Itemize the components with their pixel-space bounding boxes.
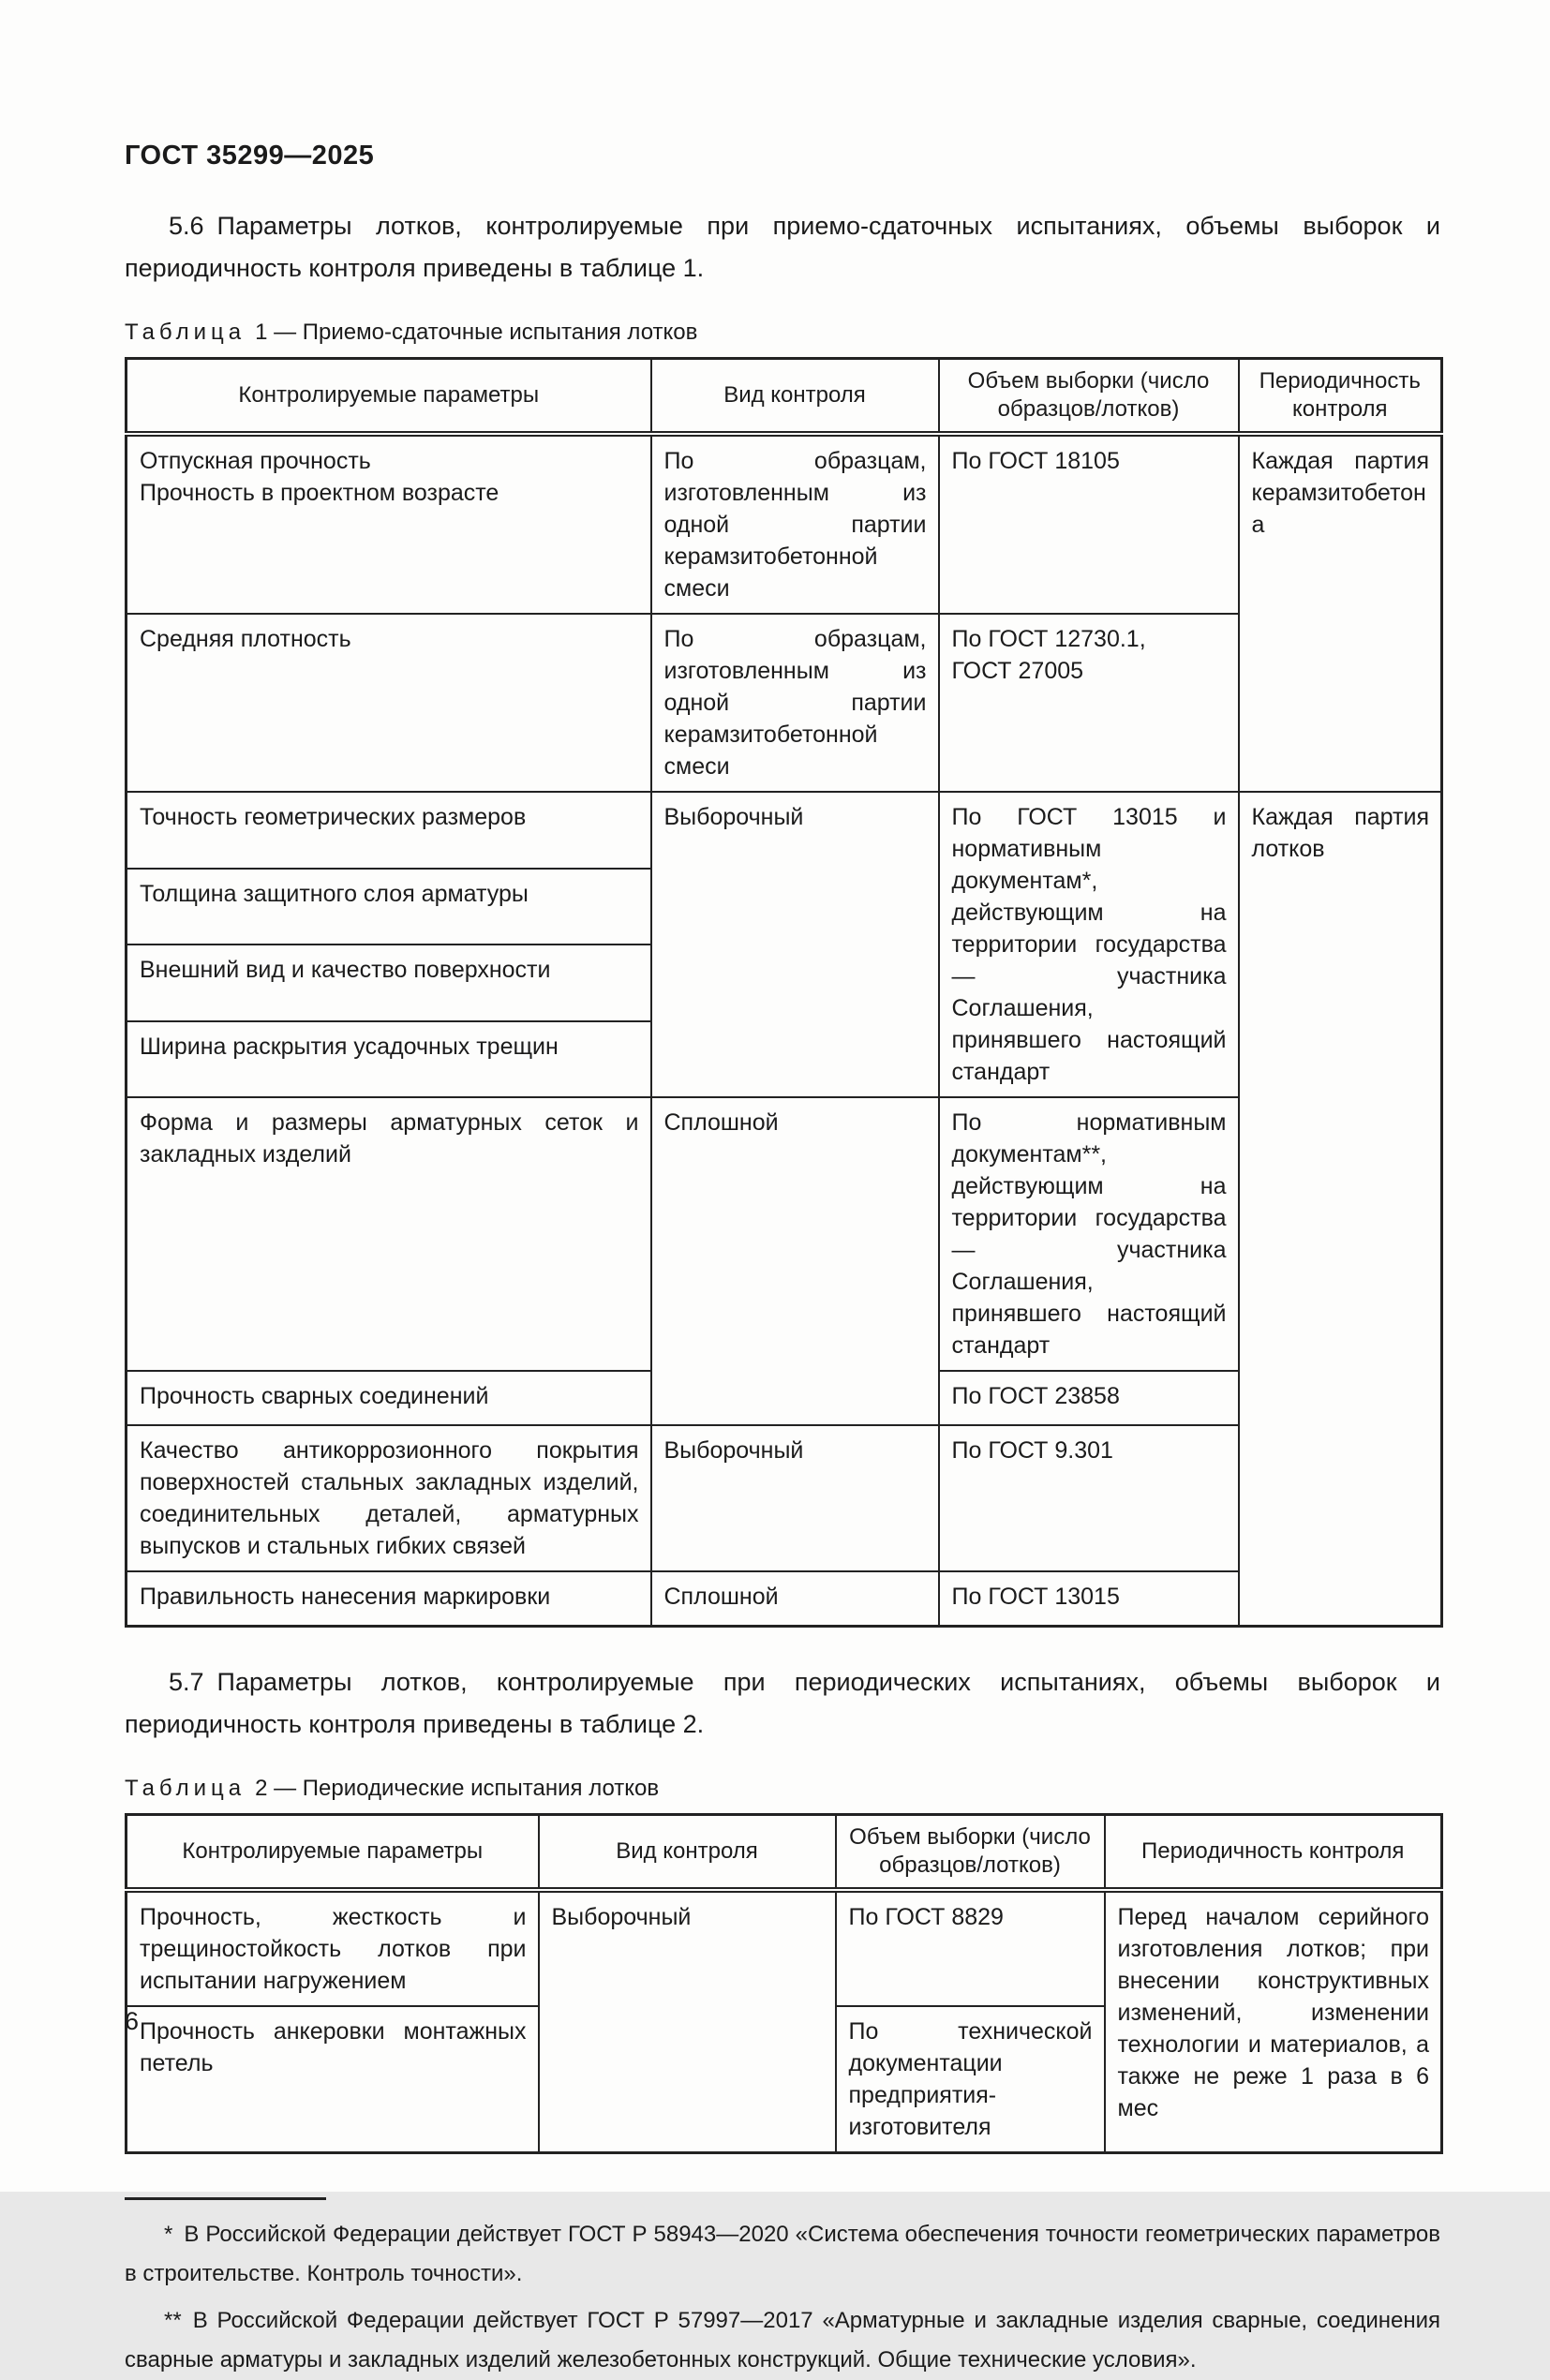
footnote-marker: *	[164, 2222, 173, 2247]
sample-cell: По нормативным документам**, действующим на территории государства — участника Соглашения, принявшего настоящий стандарт	[939, 1097, 1239, 1371]
param-cell: Средняя плотность	[127, 614, 651, 792]
sample-cell: По ГОСТ 9.301	[939, 1425, 1239, 1571]
footnotes-section	[125, 2197, 1440, 2380]
column-header-control-type: Вид контроля	[539, 1815, 836, 1891]
table-caption-label: Таблица	[125, 1776, 246, 1801]
param-cell: Прочность, жесткость и трещиностойкость лотков при испытании нагружением	[127, 1890, 539, 2006]
column-header-sample-volume: Объем выборки (число образцов/лотков)	[836, 1815, 1105, 1891]
param-cell	[127, 434, 651, 614]
column-header-sample-volume: Объем выборки (число образцов/лотков)	[939, 359, 1239, 435]
table-row	[127, 434, 1442, 614]
footnote-text: В Российской Федерации действует ГОСТ Р 58943—2020 «Система обеспечения точности геометрических параметров в строительстве. Контроль точности».	[125, 2222, 1440, 2286]
clause-number: 5.6	[169, 212, 204, 240]
sample-cell: По ГОСТ 8829	[836, 1890, 1105, 2006]
table-header-row	[127, 1815, 1442, 1891]
table-caption-label: Таблица	[125, 320, 246, 345]
table2-caption	[125, 1776, 1440, 1802]
sample-line: По ГОСТ 12730.1,	[951, 626, 1146, 652]
table-caption-title: 1 — Приемо-сдаточные испытания лотков	[255, 320, 698, 345]
paragraph-5-6	[125, 205, 1440, 290]
param-line: Отпускная прочность	[140, 448, 371, 474]
footnote-text: В Российской Федерации действует ГОСТ Р 57997—2017 «Арматурные и закладные изделия сварные, соединения сварные арматуры и закладных изделий железобетонных конструкций. Общие технические условия».	[125, 2308, 1440, 2373]
param-cell: Ширина раскрытия усадочных трещин	[127, 1021, 651, 1098]
table-row	[127, 1890, 1442, 2006]
acceptance-tests-table	[125, 357, 1443, 1628]
param-line: Прочность в проектном возрасте	[140, 480, 499, 506]
param-cell: Толщина защитного слоя арматуры	[127, 869, 651, 945]
periodicity-cell: Каждая партия керамзитобетона	[1239, 434, 1442, 792]
sample-cell	[939, 614, 1239, 792]
control-type-cell: Сплошной	[651, 1571, 939, 1627]
sample-cell: По ГОСТ 23858	[939, 1371, 1239, 1425]
table-caption-title: 2 — Периодические испытания лотков	[255, 1776, 660, 1801]
periodic-tests-table	[125, 1813, 1443, 2154]
param-cell: Прочность сварных соединений	[127, 1371, 651, 1425]
param-cell: Форма и размеры арматурных сеток и закладных изделий	[127, 1097, 651, 1371]
table-row	[127, 792, 1442, 869]
param-cell: Точность геометрических размеров	[127, 792, 651, 869]
control-type-cell: Сплошной	[651, 1097, 939, 1425]
periodicity-cell: Перед началом серийного изготовления лотков; при внесении конструктивных изменений, изменении технологии и материалов, а также не реже 1 раза в 6 мес	[1105, 1890, 1442, 2153]
control-type-cell: Выборочный	[651, 1425, 939, 1571]
control-type-cell: Выборочный	[539, 1890, 836, 2153]
footnote-second	[125, 2301, 1440, 2380]
page-number: 6	[125, 2007, 140, 2035]
param-cell: Внешний вид и качество поверхности	[127, 945, 651, 1021]
table1-caption	[125, 320, 1440, 346]
clause-text: Параметры лотков, контролируемые при приемо-сдаточных испытаниях, объемы выборок и периодичность контроля приведены в таблице 1.	[125, 212, 1440, 282]
column-header-parameters: Контролируемые параметры	[127, 1815, 539, 1891]
sample-cell: По ГОСТ 18105	[939, 434, 1239, 614]
paragraph-5-7	[125, 1661, 1440, 1746]
sample-line: ГОСТ 27005	[951, 658, 1084, 684]
clause-text: Параметры лотков, контролируемые при периодических испытаниях, объемы выборок и периодичность контроля приведены в таблице 2.	[125, 1668, 1440, 1738]
column-header-periodicity: Периодичность контроля	[1105, 1815, 1442, 1891]
footnote-first	[125, 2215, 1440, 2294]
param-cell: Правильность нанесения маркировки	[127, 1571, 651, 1627]
sample-cell: По ГОСТ 13015 и нормативным документам*, действующим на территории государства — участника Соглашения, принявшего настоящий стандарт	[939, 792, 1239, 1097]
param-cell: Прочность анкеровки монтажных петель	[127, 2006, 539, 2153]
column-header-parameters: Контролируемые параметры	[127, 359, 651, 435]
periodicity-cell: Каждая партия лотков	[1239, 792, 1442, 1627]
table-header-row	[127, 359, 1442, 435]
document-number: ГОСТ 35299—2025	[125, 141, 375, 171]
control-type-cell: Выборочный	[651, 792, 939, 1097]
sample-cell: По ГОСТ 13015	[939, 1571, 1239, 1627]
clause-number: 5.7	[169, 1668, 204, 1696]
column-header-control-type: Вид контроля	[651, 359, 939, 435]
sample-cell: По технической документации предприятия-изготовителя	[836, 2006, 1105, 2153]
param-cell: Качество антикоррозионного покрытия поверхностей стальных закладных изделий, соединительных деталей, арматурных выпусков и стальных гибких связей	[127, 1425, 651, 1571]
footnote-marker: **	[164, 2308, 182, 2333]
control-type-cell: По образцам, изготовленным из одной партии керамзитобетонной смеси	[651, 434, 939, 614]
footnote-separator	[125, 2197, 326, 2200]
control-type-cell: По образцам, изготовленным из одной партии керамзитобетонной смеси	[651, 614, 939, 792]
column-header-periodicity: Периодичность контроля	[1239, 359, 1442, 435]
